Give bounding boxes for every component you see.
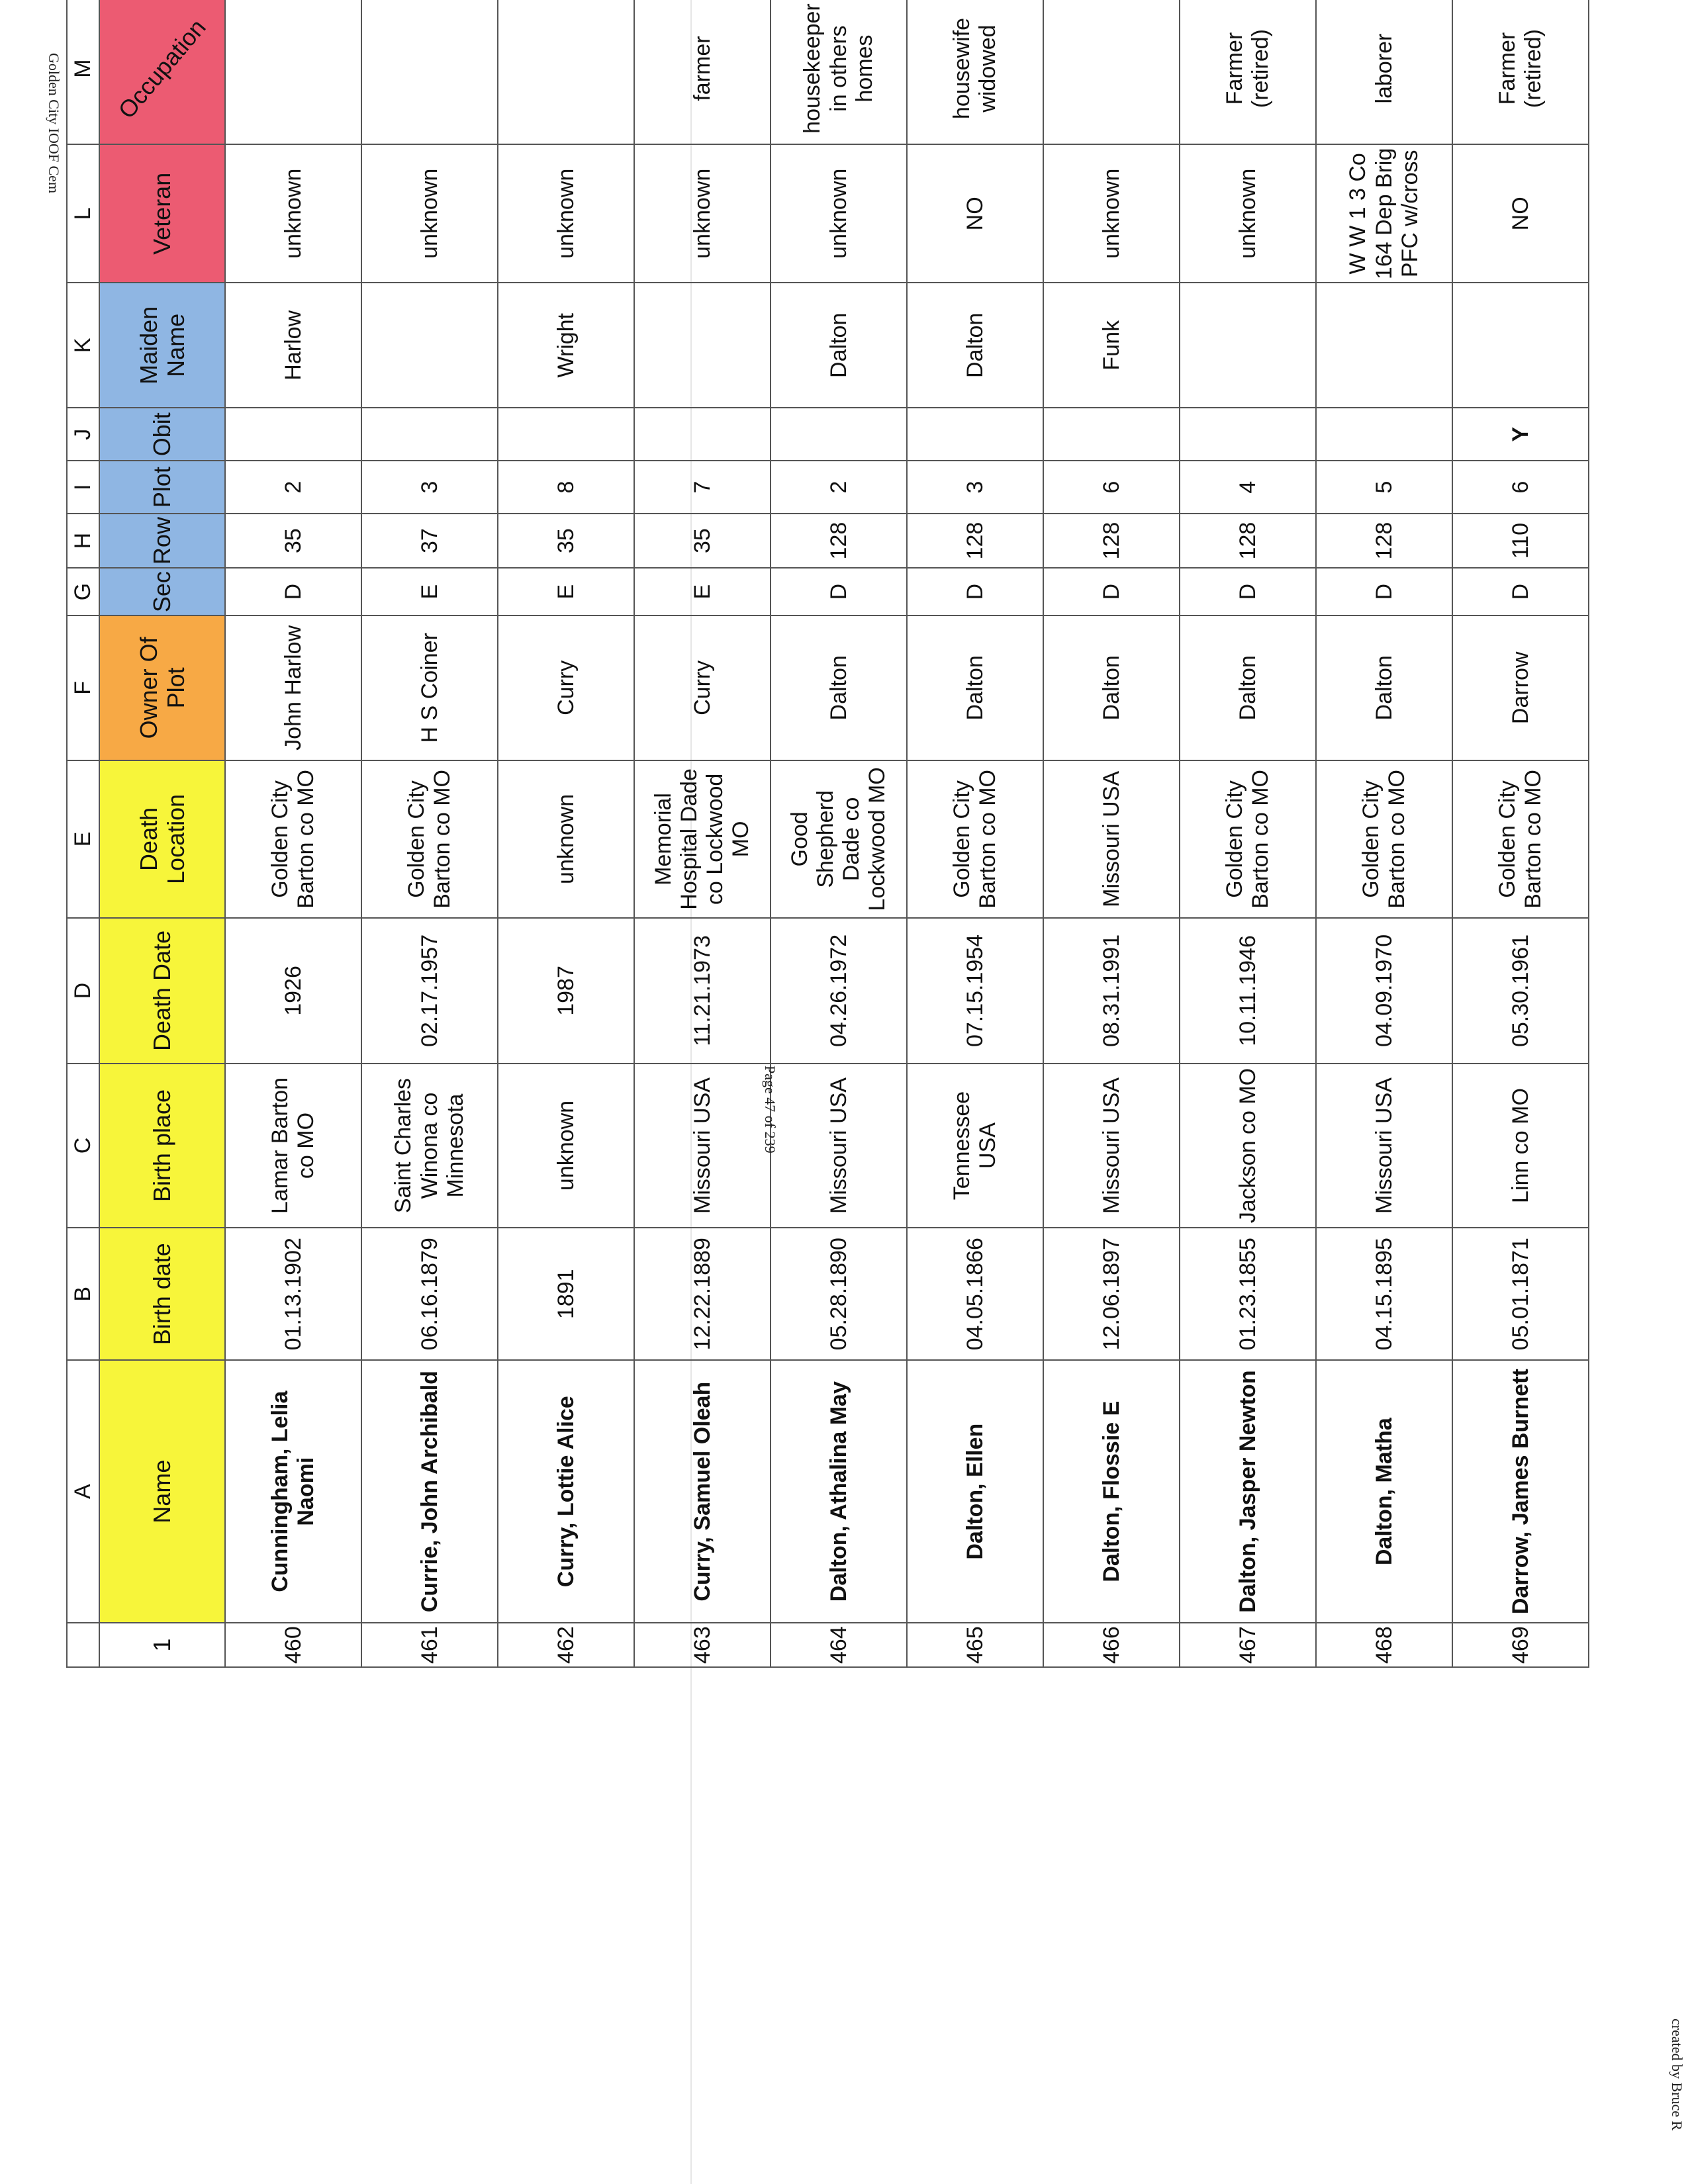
cell-obit — [1180, 408, 1316, 461]
column-letter-row — [67, 0, 99, 1667]
cell-death-date: 04.26.1972 — [771, 918, 907, 1063]
corner-cell — [67, 1623, 99, 1667]
column-letter: C — [67, 1064, 99, 1228]
cell-row: 35 — [498, 514, 634, 568]
cell-plot: 4 — [1180, 461, 1316, 514]
row-number: 464 — [771, 1623, 907, 1667]
column-letter: B — [67, 1228, 99, 1360]
cell-name: Currie, John Archibald — [361, 1360, 498, 1623]
cell-obit: Y — [1452, 408, 1589, 461]
cell-plot: 5 — [1316, 461, 1452, 514]
cell-veteran: unknown — [1180, 144, 1316, 283]
table-row — [498, 0, 634, 1667]
cell-birth-date: 01.13.1902 — [225, 1228, 361, 1360]
header-birth-date: Birth date — [99, 1228, 225, 1360]
cell-obit — [498, 408, 634, 461]
column-letter: M — [67, 0, 99, 144]
cell-row: 37 — [361, 514, 498, 568]
cell-name: Dalton, Jasper Newton — [1180, 1360, 1316, 1623]
cell-owner: Dalton — [1180, 615, 1316, 760]
cemetery-records-table — [66, 0, 1589, 1668]
cell-birth-date: 05.28.1890 — [771, 1228, 907, 1360]
cell-owner: Dalton — [1043, 615, 1180, 760]
table-row — [1043, 0, 1180, 1667]
cell-sec: D — [1043, 568, 1180, 615]
cell-occupation: housekeeper in others homes — [771, 0, 907, 144]
cell-sec: E — [498, 568, 634, 615]
cell-plot: 2 — [771, 461, 907, 514]
cell-death-location: unknown — [498, 760, 634, 919]
cell-birth-date: 04.05.1866 — [907, 1228, 1043, 1360]
column-letter: I — [67, 461, 99, 514]
cell-sec: D — [1180, 568, 1316, 615]
cell-maiden-name: Harlow — [225, 283, 361, 408]
cell-owner: Dalton — [907, 615, 1043, 760]
cell-occupation — [1043, 0, 1180, 144]
cell-death-location: Golden City Barton co MO — [225, 760, 361, 919]
cell-occupation: Farmer (retired) — [1180, 0, 1316, 144]
cell-sec: D — [1316, 568, 1452, 615]
cell-birth-date: 12.06.1897 — [1043, 1228, 1180, 1360]
cell-death-date: 08.31.1991 — [1043, 918, 1180, 1063]
cell-birth-date: 05.01.1871 — [1452, 1228, 1589, 1360]
cell-death-location: Golden City Barton co MO — [1180, 760, 1316, 919]
header-death-date: Death Date — [99, 918, 225, 1063]
cell-maiden-name — [1180, 283, 1316, 408]
row-number: 460 — [225, 1623, 361, 1667]
header-row: Row — [99, 514, 225, 568]
column-letter: L — [67, 144, 99, 283]
cell-death-date: 11.21.1973 — [634, 918, 771, 1063]
cell-death-date: 07.15.1954 — [907, 918, 1043, 1063]
footer-center: Page 47 of 239 — [762, 1066, 778, 1154]
column-letter: E — [67, 760, 99, 919]
cell-row: 128 — [1043, 514, 1180, 568]
row-number: 1 — [99, 1623, 225, 1667]
cell-obit — [907, 408, 1043, 461]
cell-birth-place: Missouri USA — [1043, 1064, 1180, 1228]
cell-veteran: unknown — [361, 144, 498, 283]
cell-occupation — [498, 0, 634, 144]
row-number: 468 — [1316, 1623, 1452, 1667]
cell-row: 128 — [771, 514, 907, 568]
cell-death-date: 04.09.1970 — [1316, 918, 1452, 1063]
cell-death-location: Golden City Barton co MO — [361, 760, 498, 919]
row-number: 461 — [361, 1623, 498, 1667]
footer-left: Golden City IOOF Cem — [46, 53, 62, 194]
cell-row: 128 — [1316, 514, 1452, 568]
cell-occupation: Farmer (retired) — [1452, 0, 1589, 144]
table-row — [771, 0, 907, 1667]
cell-sec: E — [361, 568, 498, 615]
row-number: 465 — [907, 1623, 1043, 1667]
cell-sec: D — [1452, 568, 1589, 615]
cell-birth-date: 04.15.1895 — [1316, 1228, 1452, 1360]
cell-sec: D — [225, 568, 361, 615]
cell-maiden-name: Dalton — [771, 283, 907, 408]
cell-maiden-name: Funk — [1043, 283, 1180, 408]
cell-row: 35 — [634, 514, 771, 568]
cell-row: 110 — [1452, 514, 1589, 568]
cell-plot: 6 — [1452, 461, 1589, 514]
cell-row: 128 — [1180, 514, 1316, 568]
footer-right: created by Bruce R — [1669, 2019, 1685, 2131]
table-row — [1180, 0, 1316, 1667]
cell-death-date: 10.11.1946 — [1180, 918, 1316, 1063]
cell-obit — [361, 408, 498, 461]
column-letter: G — [67, 568, 99, 615]
cell-maiden-name — [1452, 283, 1589, 408]
cell-obit — [1043, 408, 1180, 461]
header-sec: Sec — [99, 568, 225, 615]
row-number: 466 — [1043, 1623, 1180, 1667]
cell-name: Curry, Lottie Alice — [498, 1360, 634, 1623]
column-letter: J — [67, 408, 99, 461]
cell-veteran: unknown — [634, 144, 771, 283]
header-death-location: Death Location — [99, 760, 225, 919]
cell-occupation: laborer — [1316, 0, 1452, 144]
cell-birth-place: Lamar Barton co MO — [225, 1064, 361, 1228]
cell-veteran: unknown — [498, 144, 634, 283]
cell-occupation: housewife widowed — [907, 0, 1043, 144]
cell-occupation: farmer — [634, 0, 771, 144]
header-veteran: Veteran — [99, 144, 225, 283]
cell-obit — [634, 408, 771, 461]
cell-maiden-name — [361, 283, 498, 408]
cell-name: Cunningham, Lelia Naomi — [225, 1360, 361, 1623]
cell-veteran: W W 1 3 Co 164 Dep Brig PFC w/cross — [1316, 144, 1452, 283]
table-row — [1316, 0, 1452, 1667]
cell-maiden-name: Dalton — [907, 283, 1043, 408]
header-occupation-label: Occupation — [113, 13, 212, 124]
table-row — [361, 0, 498, 1667]
cell-plot: 8 — [498, 461, 634, 514]
cell-death-date: 1987 — [498, 918, 634, 1063]
cell-sec: E — [634, 568, 771, 615]
cell-maiden-name: Wright — [498, 283, 634, 408]
header-owner-of-plot: Owner Of Plot — [99, 615, 225, 760]
cell-birth-place: Missouri USA — [634, 1064, 771, 1228]
cell-death-date: 1926 — [225, 918, 361, 1063]
cell-owner: H S Coiner — [361, 615, 498, 760]
table-row — [634, 0, 771, 1667]
cell-plot: 6 — [1043, 461, 1180, 514]
cell-name: Darrow, James Burnett — [1452, 1360, 1589, 1623]
cell-name: Curry, Samuel Oleah — [634, 1360, 771, 1623]
cell-birth-place: Linn co MO — [1452, 1064, 1589, 1228]
cell-plot: 3 — [361, 461, 498, 514]
cell-owner: Curry — [634, 615, 771, 760]
cell-owner: Darrow — [1452, 615, 1589, 760]
row-number: 469 — [1452, 1623, 1589, 1667]
cell-name: Dalton, Ellen — [907, 1360, 1043, 1623]
row-number: 462 — [498, 1623, 634, 1667]
cell-death-location: Good Shepherd Dade co Lockwood MO — [771, 760, 907, 919]
header-plot: Plot — [99, 461, 225, 514]
cell-birth-place: Saint Charles Winona co Minnesota — [361, 1064, 498, 1228]
cell-birth-date: 06.16.1879 — [361, 1228, 498, 1360]
cell-birth-place: Missouri USA — [1316, 1064, 1452, 1228]
cell-row: 128 — [907, 514, 1043, 568]
cell-owner: Curry — [498, 615, 634, 760]
header-birth-place: Birth place — [99, 1064, 225, 1228]
cell-death-date: 02.17.1957 — [361, 918, 498, 1063]
column-letter: F — [67, 615, 99, 760]
cell-birth-place: Tennessee USA — [907, 1064, 1043, 1228]
cell-birth-place: unknown — [498, 1064, 634, 1228]
cell-plot: 2 — [225, 461, 361, 514]
column-letter: H — [67, 514, 99, 568]
cell-occupation — [225, 0, 361, 144]
cell-sec: D — [771, 568, 907, 615]
cell-sec: D — [907, 568, 1043, 615]
cell-occupation — [361, 0, 498, 144]
cell-birth-place: Jackson co MO — [1180, 1064, 1316, 1228]
table-row — [907, 0, 1043, 1667]
cell-obit — [225, 408, 361, 461]
cell-death-location: Golden City Barton co MO — [907, 760, 1043, 919]
cell-owner: Dalton — [1316, 615, 1452, 760]
cell-owner: Dalton — [771, 615, 907, 760]
header-occupation — [99, 0, 225, 144]
cell-death-date: 05.30.1961 — [1452, 918, 1589, 1063]
column-letter: A — [67, 1360, 99, 1623]
cell-veteran: unknown — [225, 144, 361, 283]
cell-veteran: unknown — [771, 144, 907, 283]
header-name: Name — [99, 1360, 225, 1623]
header-maiden-name: Maiden Name — [99, 283, 225, 408]
cell-obit — [1316, 408, 1452, 461]
cell-veteran: NO — [1452, 144, 1589, 283]
table-row — [1452, 0, 1589, 1667]
cell-obit — [771, 408, 907, 461]
column-letter: K — [67, 283, 99, 408]
table-row — [225, 0, 361, 1667]
cell-birth-date: 1891 — [498, 1228, 634, 1360]
cell-birth-place: Missouri USA — [771, 1064, 907, 1228]
cell-plot: 7 — [634, 461, 771, 514]
cell-plot: 3 — [907, 461, 1043, 514]
cell-maiden-name — [1316, 283, 1452, 408]
cell-maiden-name — [634, 283, 771, 408]
cell-veteran: unknown — [1043, 144, 1180, 283]
cell-death-location: Golden City Barton co MO — [1452, 760, 1589, 919]
cell-veteran: NO — [907, 144, 1043, 283]
cell-death-location: Memorial Hospital Dade co Lockwood MO — [634, 760, 771, 919]
header-row — [99, 0, 225, 1667]
column-letter: D — [67, 918, 99, 1063]
cell-name: Dalton, Athalina May — [771, 1360, 907, 1623]
cell-birth-date: 01.23.1855 — [1180, 1228, 1316, 1360]
row-number: 467 — [1180, 1623, 1316, 1667]
cell-name: Dalton, Matha — [1316, 1360, 1452, 1623]
cell-death-location: Missouri USA — [1043, 760, 1180, 919]
cell-owner: John Harlow — [225, 615, 361, 760]
cell-row: 35 — [225, 514, 361, 568]
row-number: 463 — [634, 1623, 771, 1667]
rotated-spreadsheet-page — [66, 0, 1615, 1668]
cell-birth-date: 12.22.1889 — [634, 1228, 771, 1360]
cell-death-location: Golden City Barton co MO — [1316, 760, 1452, 919]
cell-name: Dalton, Flossie E — [1043, 1360, 1180, 1623]
header-obit: Obit — [99, 408, 225, 461]
